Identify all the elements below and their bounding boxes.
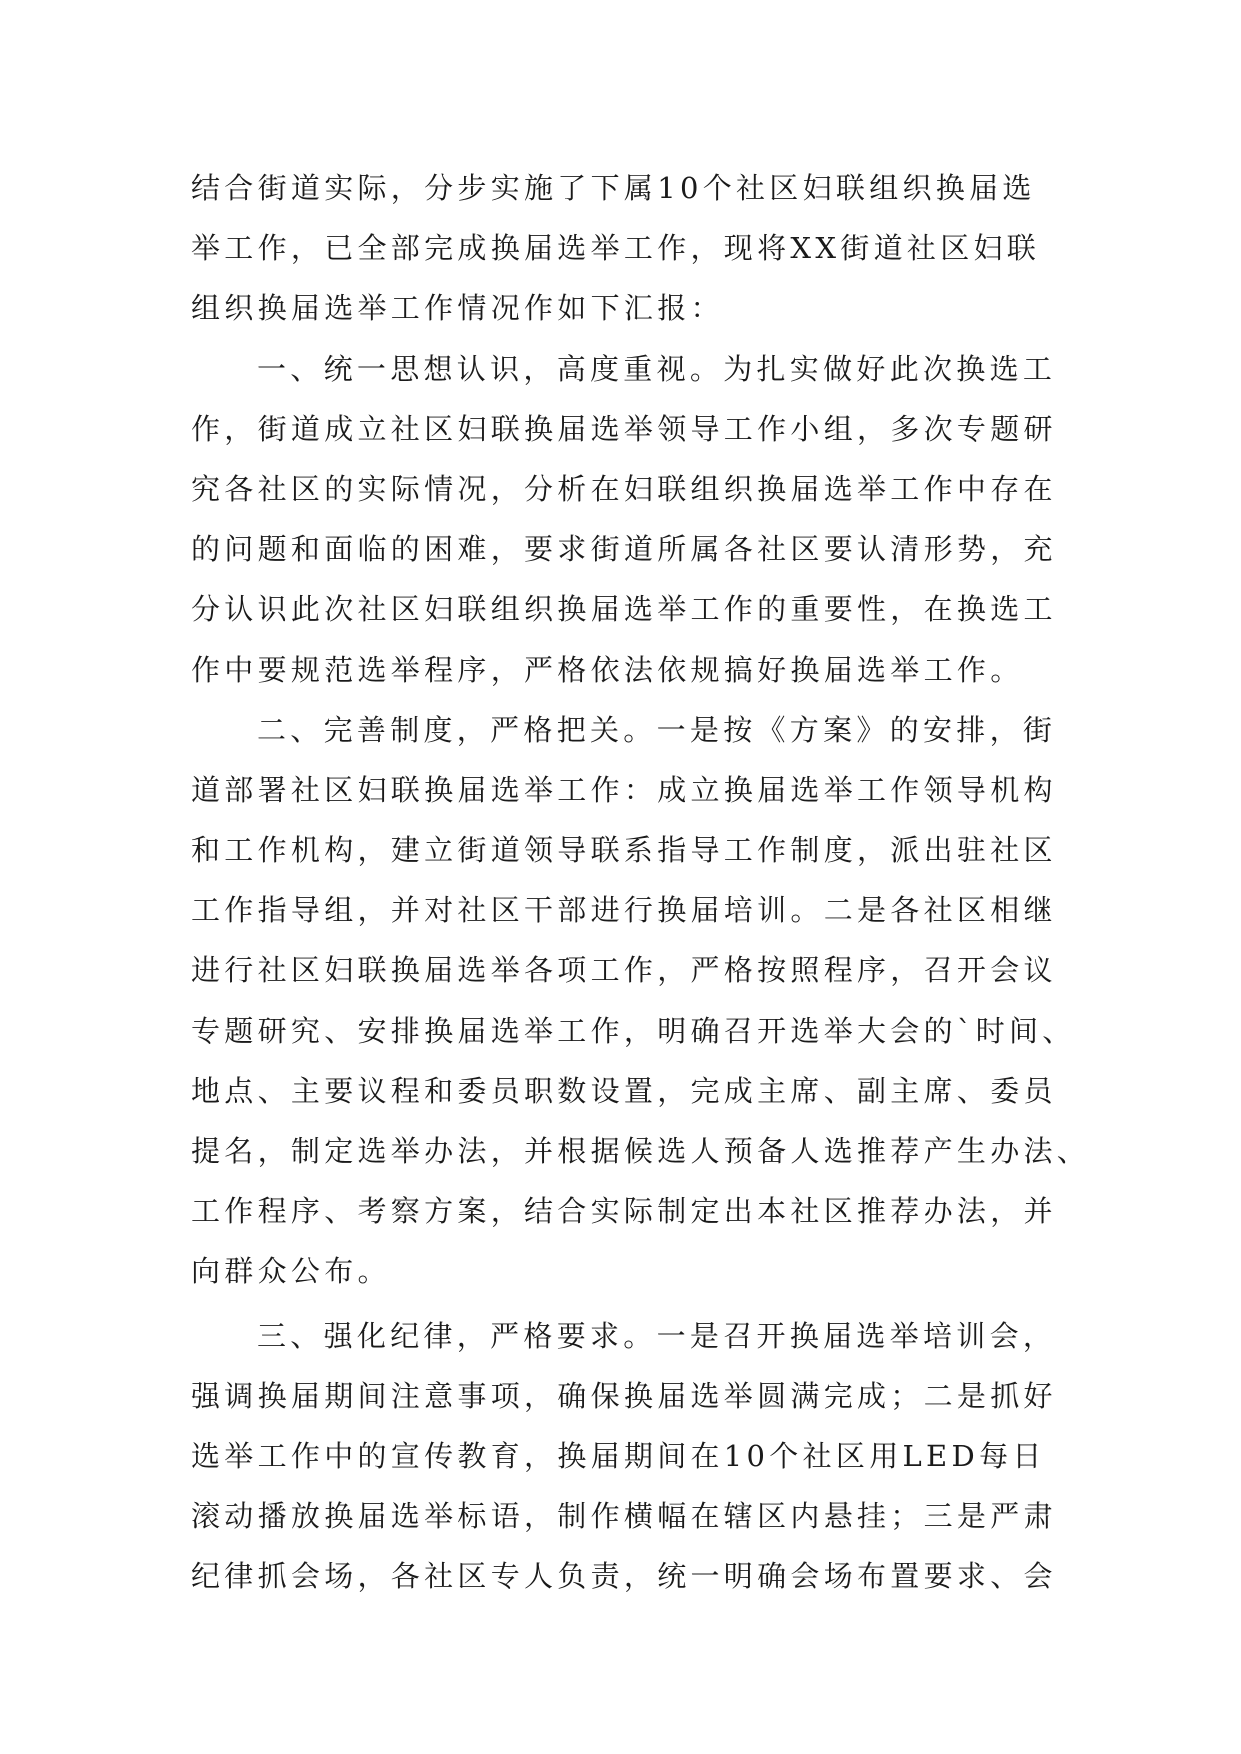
paragraph-section-3 xyxy=(191,1306,1071,1607)
text-line: 专题研究、安排换届选举工作，明确召开选举大会的`时间、 xyxy=(191,1013,1076,1048)
text-line: 提名，制定选举办法，并根据候选人预备人选推荐产生办法、 xyxy=(191,1134,1091,1168)
section-heading-line: 二、完善制度，严格把关。一是按《方案》的安排，街 xyxy=(257,712,1057,747)
text-line: 道部署社区妇联换届选举工作：成立换届选举工作领导机构 xyxy=(191,772,1057,807)
text-line: 举工作，已全部完成换届选举工作，现将XX街道社区妇联 xyxy=(191,231,1041,266)
text-line: 作，街道成立社区妇联换届选举领导工作小组，多次专题研 xyxy=(191,411,1057,446)
text-line: 和工作机构，建立街道领导联系指导工作制度，派出驻社区 xyxy=(191,833,1057,868)
text-line: 选举工作中的宣传教育，换届期间在10个社区用LED每日 xyxy=(191,1438,1046,1473)
paragraph-section-2 xyxy=(191,700,1091,1302)
paragraph-intro xyxy=(191,158,1071,339)
section-heading-line: 一、统一思想认识，高度重视。为扎实做好此次换选工 xyxy=(257,351,1057,386)
paragraph-section-1 xyxy=(191,339,1071,700)
section-heading-line: 三、强化纪律，严格要求。一是召开换届选举培训会， xyxy=(257,1318,1057,1353)
text-line: 工作程序、考察方案，结合实际制定出本社区推荐办法，并 xyxy=(191,1194,1057,1229)
text-line: 组织换届选举工作情况作如下汇报： xyxy=(191,291,724,326)
text-line: 地点、主要议程和委员职数设置，完成主席、副主席、委员 xyxy=(191,1073,1057,1108)
text-line: 进行社区妇联换届选举各项工作，严格按照程序，召开会议 xyxy=(191,953,1057,988)
text-line: 强调换届期间注意事项，确保换届选举圆满完成；二是抓好 xyxy=(191,1378,1057,1413)
text-line: 滚动播放换届选举标语，制作横幅在辖区内悬挂；三是严肃 xyxy=(191,1499,1057,1534)
document-body xyxy=(191,158,1091,1607)
text-line: 纪律抓会场，各社区专人负责，统一明确会场布置要求、会 xyxy=(191,1559,1057,1594)
text-line: 作中要规范选举程序，严格依法依规搞好换届选举工作。 xyxy=(191,652,1024,687)
text-line: 结合街道实际，分步实施了下属10个社区妇联组织换届选 xyxy=(191,171,1036,205)
text-line: 分认识此次社区妇联组织换届选举工作的重要性，在换选工 xyxy=(191,592,1057,627)
text-line: 向群众公布。 xyxy=(191,1254,391,1289)
text-line: 的问题和面临的困难，要求街道所属各社区要认清形势，充 xyxy=(191,532,1057,567)
text-line: 工作指导组，并对社区干部进行换届培训。二是各社区相继 xyxy=(191,893,1057,928)
text-line: 究各社区的实际情况，分析在妇联组织换届选举工作中存在 xyxy=(191,471,1057,506)
